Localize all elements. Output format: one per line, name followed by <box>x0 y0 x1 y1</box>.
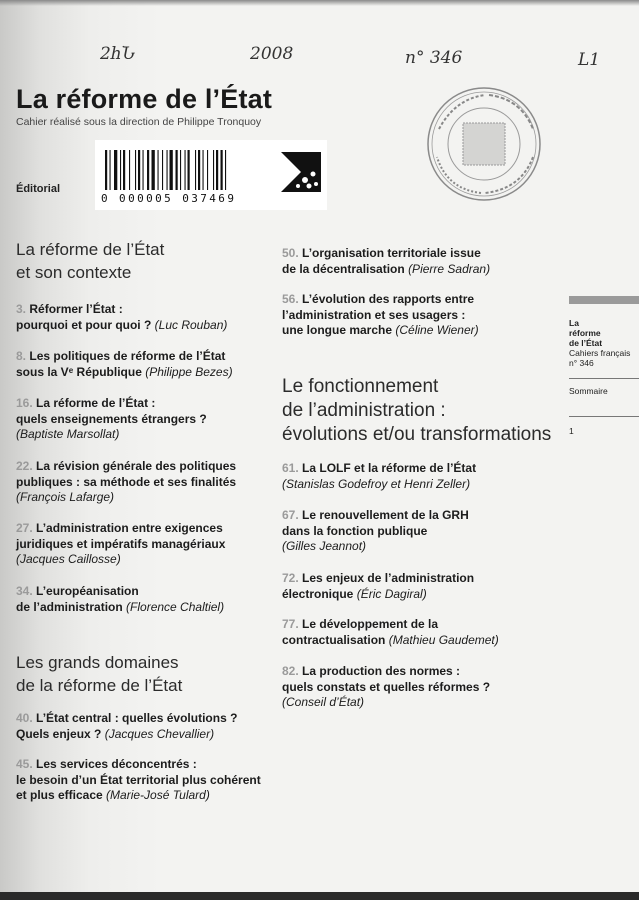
entry-page-number: 82. <box>282 664 299 678</box>
scan-shadow-top <box>0 0 639 6</box>
sidebar-section-label: Sommaire <box>569 386 608 396</box>
page-title: La réforme de l’État <box>16 84 273 114</box>
section-title-line: évolutions et/ou transformations <box>282 424 552 445</box>
toc-entry <box>16 521 225 568</box>
toc-entry <box>282 461 476 492</box>
handwritten-note-3: n° 346 <box>405 48 463 68</box>
toc-entry <box>16 757 261 804</box>
sidebar-bar <box>569 296 639 304</box>
section-title-line: et son contexte <box>16 263 132 282</box>
sidebar-line: réforme <box>569 328 601 338</box>
sidebar-line: La <box>569 318 579 328</box>
entry-page-number: 61. <box>282 461 299 475</box>
entry-title: La production des normes : <box>302 664 461 678</box>
entry-page-number: 27. <box>16 521 33 535</box>
entry-title: Le renouvellement de la GRH <box>302 508 469 522</box>
entry-title: Les politiques de réforme de l’État <box>29 349 226 363</box>
entry-title: et plus efficace <box>16 788 103 802</box>
section-title-functioning <box>282 375 551 447</box>
entry-title: L’européanisation <box>36 584 139 598</box>
entry-author: (François Lafarge) <box>16 490 115 504</box>
entry-author: (Florence Chaltiel) <box>126 599 225 614</box>
entry-page-number: 72. <box>282 571 299 585</box>
page-subtitle: Cahier réalisé sous la direction de Philippe Tronquoy <box>16 116 262 128</box>
sidebar-line: Cahiers français <box>569 348 631 358</box>
entry-title: sous la Vᵉ République <box>16 364 142 379</box>
section-title-context <box>16 238 164 284</box>
barcode-digits: 0 000005 037469 <box>101 192 237 205</box>
entry-page-number: 8. <box>16 349 27 363</box>
entry-author: (Philippe Bezes) <box>145 364 233 379</box>
section-title-line: Le fonctionnement <box>282 376 439 397</box>
entry-title: contractualisation <box>282 632 386 647</box>
sidebar-rule <box>569 416 639 417</box>
entry-title: L’administration entre exigences <box>36 521 223 535</box>
toc-entry <box>16 302 227 333</box>
sidebar-info <box>569 318 630 368</box>
entry-title: publiques : sa méthode et ses finalités <box>16 474 237 489</box>
toc-entry <box>16 711 237 742</box>
entry-author: (Gilles Jeannot) <box>282 539 367 553</box>
editorial-label: Éditorial <box>16 183 61 195</box>
entry-title: La révision générale des politiques <box>36 459 237 473</box>
entry-title: Le développement de la <box>302 617 439 631</box>
entry-title: Réformer l’État : <box>29 302 123 316</box>
entry-title: L’État central : quelles évolutions ? <box>36 711 238 725</box>
entry-title: pourquoi et pour quoi ? <box>16 317 152 332</box>
toc-entry <box>282 571 474 602</box>
entry-title: Les services déconcentrés : <box>36 757 197 771</box>
entry-title: quels enseignements étrangers ? <box>16 411 207 426</box>
entry-title: La réforme de l’État : <box>36 396 156 410</box>
entry-author: (Marie-José Tulard) <box>106 788 210 802</box>
toc-entry <box>282 508 469 555</box>
entry-title: Les enjeux de l’administration <box>302 571 475 585</box>
entry-title: quels constats et quelles réformes ? <box>282 679 491 694</box>
entry-author: (Céline Wiener) <box>395 323 479 337</box>
entry-title: une longue marche <box>282 323 393 337</box>
entry-author: (Luc Rouban) <box>154 317 228 332</box>
entry-author: (Éric Dagiral) <box>356 586 427 601</box>
entry-author: (Conseil d’État) <box>282 695 365 709</box>
entry-author: (Jacques Chevallier) <box>104 726 215 741</box>
handwritten-note-2: 2008 <box>250 44 294 64</box>
sidebar-line: n° 346 <box>569 358 594 368</box>
entry-page-number: 67. <box>282 508 299 522</box>
section-title-line: Les grands domaines <box>16 653 179 672</box>
entry-author: (Pierre Sadran) <box>408 261 491 276</box>
entry-title: l’administration et ses usagers : <box>282 307 466 322</box>
entry-page-number: 40. <box>16 711 33 725</box>
entry-page-number: 77. <box>282 617 299 631</box>
toc-entry <box>282 617 499 648</box>
library-stamp-icon <box>425 85 543 203</box>
entry-page-number: 50. <box>282 246 299 260</box>
entry-title: La LOLF et la réforme de l’État <box>302 461 477 475</box>
toc-entry <box>282 664 490 711</box>
entry-title: de la décentralisation <box>282 261 405 276</box>
scan-shadow-bottom <box>0 892 639 900</box>
entry-author: (Baptiste Marsollat) <box>16 427 120 441</box>
section-title-line: de la réforme de l’État <box>16 676 183 695</box>
entry-title: Quels enjeux ? <box>16 726 102 741</box>
entry-title: de l’administration <box>16 599 123 614</box>
barcode <box>95 140 327 210</box>
sidebar-line: de l’État <box>569 338 603 348</box>
entry-title: L’organisation territoriale issue <box>302 246 481 260</box>
toc-entry <box>16 349 233 380</box>
entry-page-number: 3. <box>16 302 27 316</box>
toc-entry <box>16 396 207 443</box>
toc-entry <box>282 246 490 277</box>
handwritten-note-4: L1 <box>578 50 601 70</box>
entry-title: juridiques et impératifs managériaux <box>16 536 226 551</box>
entry-title: le besoin d’un État territorial plus cohérent <box>16 772 261 787</box>
sidebar-rule <box>569 378 639 379</box>
entry-page-number: 56. <box>282 292 299 306</box>
entry-page-number: 22. <box>16 459 33 473</box>
entry-title: L’évolution des rapports entre <box>302 292 475 306</box>
sidebar-page-number: 1 <box>569 426 574 436</box>
entry-page-number: 45. <box>16 757 33 771</box>
entry-title: électronique <box>282 586 354 601</box>
toc-entry <box>282 292 479 339</box>
entry-title: dans la fonction publique <box>282 523 428 538</box>
entry-author: (Stanislas Godefroy et Henri Zeller) <box>282 476 471 491</box>
toc-entry <box>16 584 224 615</box>
toc-entry <box>16 459 236 506</box>
entry-page-number: 34. <box>16 584 33 598</box>
section-title-line: La réforme de l’État <box>16 240 165 259</box>
entry-author: (Jacques Caillosse) <box>16 552 121 566</box>
entry-author: (Mathieu Gaudemet) <box>388 632 499 647</box>
section-title-domains <box>16 651 182 697</box>
entry-page-number: 16. <box>16 396 33 410</box>
handwritten-note-1: 2հՆ <box>100 44 136 64</box>
section-title-line: de l’administration : <box>282 400 446 421</box>
